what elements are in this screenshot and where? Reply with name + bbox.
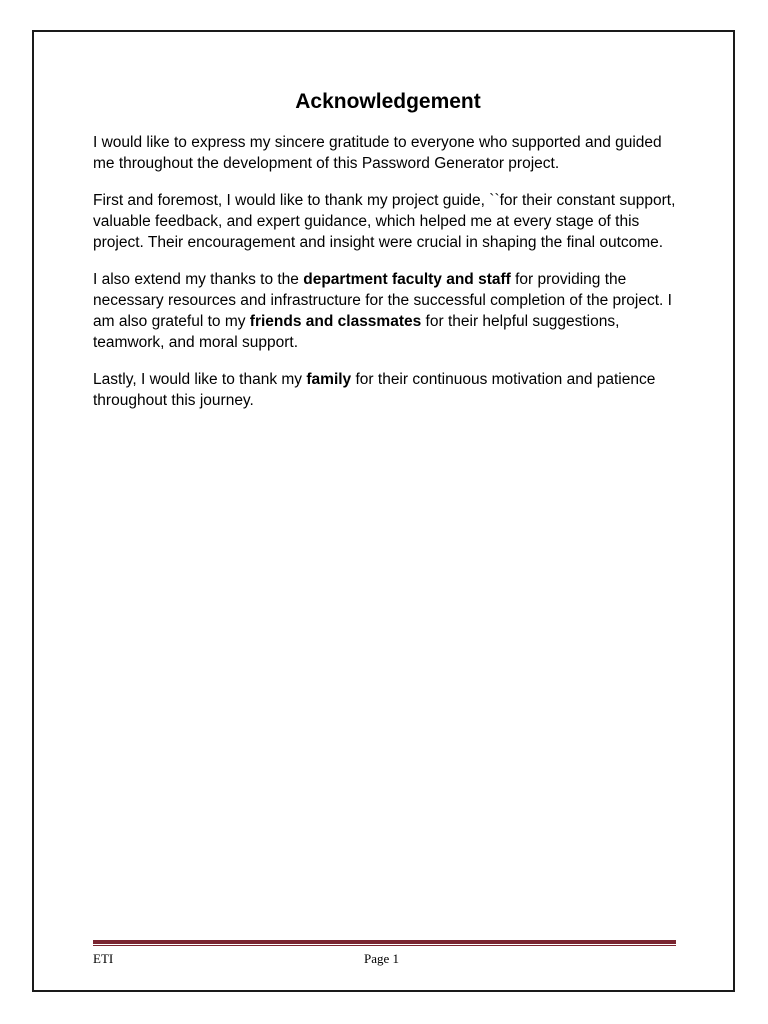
paragraph-text: I also extend my thanks to the — [93, 271, 304, 288]
document-body — [93, 86, 683, 427]
paragraph-text: Lastly, I would like to thank my — [93, 371, 307, 388]
paragraph-text: for their helpful suggestions, teamwork, and moral support. — [93, 313, 620, 351]
paragraph-intro — [93, 132, 683, 174]
paragraph-family — [93, 369, 683, 411]
bold-text-family: family — [306, 371, 352, 388]
paragraph-project-guide — [93, 190, 683, 253]
bold-text-department: department faculty and staff — [303, 271, 511, 288]
footer-left-text: ETI — [93, 951, 114, 966]
footer-rule-thin — [93, 945, 676, 946]
paragraph-text: for their continuous motivation and patience throughout this journey. — [93, 371, 656, 409]
page-number: Page 1 — [364, 951, 400, 966]
bold-text-friends: friends and classmates — [249, 313, 422, 330]
page-footer — [93, 940, 676, 968]
document-title: Acknowledgement — [295, 90, 481, 113]
paragraph-faculty-friends — [93, 269, 683, 353]
footer-row — [93, 950, 676, 968]
paragraph-text: First and foremost, I would like to thank my project guide, ``for their constant support, valuable feedback, and expert guidance, which helped me at every stage of this project. Their encouragement and insight were crucial in shaping the final outcome. — [93, 192, 676, 251]
paragraph-text: for providing the necessary resources and infrastructure for the successful completion of the project. I am also grateful to my — [93, 271, 672, 330]
paragraph-text: I would like to express my sincere gratitude to everyone who supported and guided me throughout the development of this Password Generator project. — [93, 134, 662, 172]
